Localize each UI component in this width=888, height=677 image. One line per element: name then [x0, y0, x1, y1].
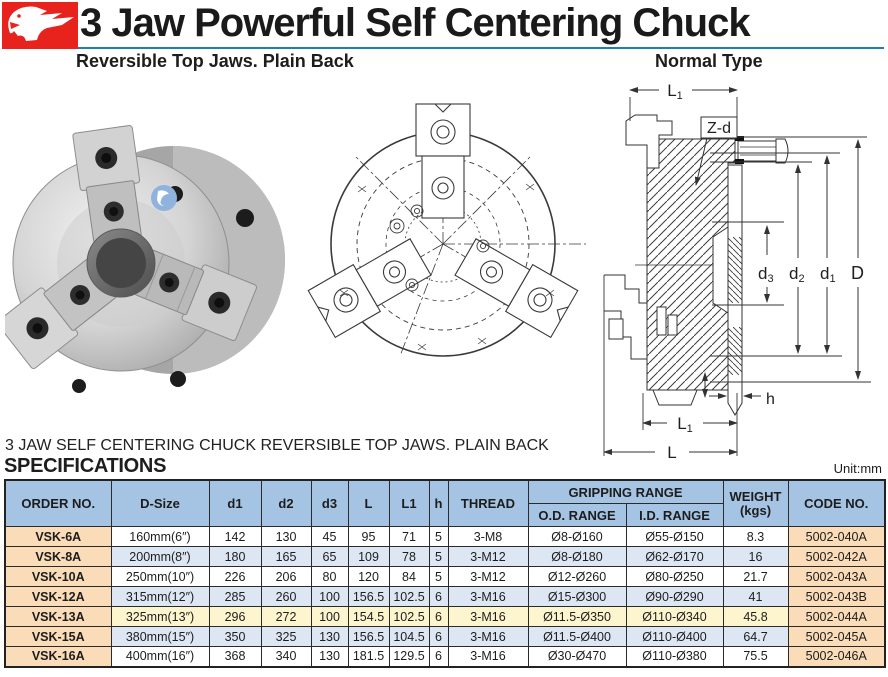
cell-L1: 84	[389, 567, 429, 587]
cell-weight: 45.8	[723, 607, 788, 627]
cell-L1: 104.5	[389, 627, 429, 647]
col-header-od-range: O.D. RANGE	[528, 504, 626, 527]
cell-d-size: 380mm(15″)	[111, 627, 209, 647]
specifications-heading: SPECIFICATIONS	[4, 455, 167, 477]
specifications-table	[4, 479, 886, 668]
cell-d3: 100	[311, 587, 348, 607]
col-header-d3: d3	[311, 480, 348, 527]
cell-od-range: Ø30-Ø470	[528, 647, 626, 667]
cell-h: 5	[429, 547, 448, 567]
cell-code-no: 5002-043B	[788, 587, 885, 607]
unit-note: Unit:mm	[833, 461, 882, 476]
cell-d2: 130	[261, 527, 311, 547]
dim-label-Zd: Z-d	[707, 120, 731, 137]
cell-od-range: Ø8-Ø160	[528, 527, 626, 547]
cell-code-no: 5002-043A	[788, 567, 885, 587]
cell-L: 109	[348, 547, 389, 567]
chuck-photo	[5, 90, 295, 420]
cell-L: 156.5	[348, 587, 389, 607]
front-view-drawing	[300, 100, 590, 410]
cell-d-size: 315mm(12″)	[111, 587, 209, 607]
cell-order-no: VSK-15A	[5, 627, 111, 647]
dim-label-L1-top: L1	[667, 81, 683, 102]
cell-od-range: Ø15-Ø300	[528, 587, 626, 607]
cell-d2: 340	[261, 647, 311, 667]
cell-d2: 206	[261, 567, 311, 587]
table-row	[5, 647, 885, 667]
cell-d1: 296	[209, 607, 261, 627]
cell-h: 6	[429, 587, 448, 607]
description-line: 3 JAW SELF CENTERING CHUCK REVERSIBLE TOP JAWS. PLAIN BACK	[5, 437, 549, 454]
cell-id-range: Ø110-Ø400	[626, 627, 723, 647]
cell-thread: 3-M16	[448, 647, 528, 667]
cell-od-range: Ø11.5-Ø350	[528, 607, 626, 627]
eagle-icon	[2, 2, 78, 49]
cell-order-no: VSK-10A	[5, 567, 111, 587]
dim-label-d2: d2	[789, 264, 805, 285]
cell-order-no: VSK-8A	[5, 547, 111, 567]
dim-label-L1-bottom: L1	[677, 414, 693, 435]
cell-L1: 102.5	[389, 607, 429, 627]
table-row	[5, 567, 885, 587]
cell-weight: 75.5	[723, 647, 788, 667]
cell-L1: 71	[389, 527, 429, 547]
col-header-L1: L1	[389, 480, 429, 527]
cell-d-size: 325mm(13″)	[111, 607, 209, 627]
cell-order-no: VSK-13A	[5, 607, 111, 627]
table-row	[5, 527, 885, 547]
cell-code-no: 5002-042A	[788, 547, 885, 567]
cell-order-no: VSK-12A	[5, 587, 111, 607]
cell-d-size: 200mm(8″)	[111, 547, 209, 567]
cell-d1: 368	[209, 647, 261, 667]
col-header-d2: d2	[261, 480, 311, 527]
col-header-d1: d1	[209, 480, 261, 527]
cell-d-size: 400mm(16″)	[111, 647, 209, 667]
dim-label-d1: d1	[820, 264, 836, 285]
table-row	[5, 587, 885, 607]
cell-h: 5	[429, 527, 448, 547]
blue-brand-dot	[151, 185, 177, 211]
cell-d1: 180	[209, 547, 261, 567]
cell-id-range: Ø110-Ø340	[626, 607, 723, 627]
cell-order-no: VSK-16A	[5, 647, 111, 667]
cell-d3: 130	[311, 647, 348, 667]
cell-L: 154.5	[348, 607, 389, 627]
cell-h: 5	[429, 567, 448, 587]
cell-code-no: 5002-045A	[788, 627, 885, 647]
cell-thread: 3-M12	[448, 547, 528, 567]
dim-label-L: L	[667, 443, 677, 462]
cross-section-drawing	[595, 75, 888, 465]
cell-d2: 272	[261, 607, 311, 627]
cell-code-no: 5002-044A	[788, 607, 885, 627]
cell-thread: 3-M8	[448, 527, 528, 547]
cell-code-no: 5002-040A	[788, 527, 885, 547]
hatched-section	[647, 139, 735, 390]
table-row-highlighted	[5, 607, 885, 627]
cell-d3: 130	[311, 627, 348, 647]
col-header-code-no: CODE NO.	[788, 480, 885, 527]
cell-id-range: Ø55-Ø150	[626, 527, 723, 547]
cell-id-range: Ø62-Ø170	[626, 547, 723, 567]
cell-L1: 129.5	[389, 647, 429, 667]
col-header-L: L	[348, 480, 389, 527]
cell-d2: 165	[261, 547, 311, 567]
cell-L1: 102.5	[389, 587, 429, 607]
page-title: 3 Jaw Powerful Self Centering Chuck	[80, 1, 750, 45]
cell-d3: 100	[311, 607, 348, 627]
table-row	[5, 547, 885, 567]
cell-d-size: 250mm(10″)	[111, 567, 209, 587]
cell-thread: 3-M16	[448, 627, 528, 647]
cell-order-no: VSK-6A	[5, 527, 111, 547]
table-row	[5, 627, 885, 647]
cell-h: 6	[429, 627, 448, 647]
cell-d3: 45	[311, 527, 348, 547]
cell-h: 6	[429, 607, 448, 627]
cell-od-range: Ø12-Ø260	[528, 567, 626, 587]
cell-d1: 142	[209, 527, 261, 547]
brand-logo	[2, 2, 78, 49]
cell-od-range: Ø11.5-Ø400	[528, 627, 626, 647]
table-header-row	[5, 480, 885, 504]
cell-d3: 65	[311, 547, 348, 567]
dim-label-d3: d3	[758, 264, 774, 285]
col-header-weight: WEIGHT (kgs)	[723, 480, 788, 527]
cell-code-no: 5002-046A	[788, 647, 885, 667]
cell-d-size: 160mm(6″)	[111, 527, 209, 547]
cell-od-range: Ø8-Ø180	[528, 547, 626, 567]
cell-d1: 226	[209, 567, 261, 587]
cell-d1: 285	[209, 587, 261, 607]
cell-thread: 3-M16	[448, 587, 528, 607]
cell-L: 95	[348, 527, 389, 547]
cell-weight: 8.3	[723, 527, 788, 547]
cell-id-range: Ø90-Ø290	[626, 587, 723, 607]
subtitle-right: Normal Type	[655, 51, 763, 71]
cell-thread: 3-M16	[448, 607, 528, 627]
cell-h: 6	[429, 647, 448, 667]
cell-thread: 3-M12	[448, 567, 528, 587]
cell-weight: 41	[723, 587, 788, 607]
cell-d3: 80	[311, 567, 348, 587]
col-header-gripping-range: GRIPPING RANGE	[528, 480, 723, 504]
cell-L1: 78	[389, 547, 429, 567]
cell-L: 156.5	[348, 627, 389, 647]
cell-id-range: Ø110-Ø380	[626, 647, 723, 667]
subtitle-left: Reversible Top Jaws. Plain Back	[76, 51, 354, 71]
cell-L: 181.5	[348, 647, 389, 667]
cell-weight: 16	[723, 547, 788, 567]
cell-d2: 325	[261, 627, 311, 647]
col-header-d-size: D-Size	[111, 480, 209, 527]
dim-label-D: D	[851, 263, 864, 283]
cell-d1: 350	[209, 627, 261, 647]
cell-weight: 64.7	[723, 627, 788, 647]
col-header-id-range: I.D. RANGE	[626, 504, 723, 527]
cell-weight: 21.7	[723, 567, 788, 587]
col-header-h: h	[429, 480, 448, 527]
cell-d2: 260	[261, 587, 311, 607]
col-header-thread: THREAD	[448, 480, 528, 527]
title-divider	[78, 47, 884, 49]
cell-id-range: Ø80-Ø250	[626, 567, 723, 587]
col-header-order-no: ORDER NO.	[5, 480, 111, 527]
cell-L: 120	[348, 567, 389, 587]
dim-label-h: h	[766, 391, 775, 408]
